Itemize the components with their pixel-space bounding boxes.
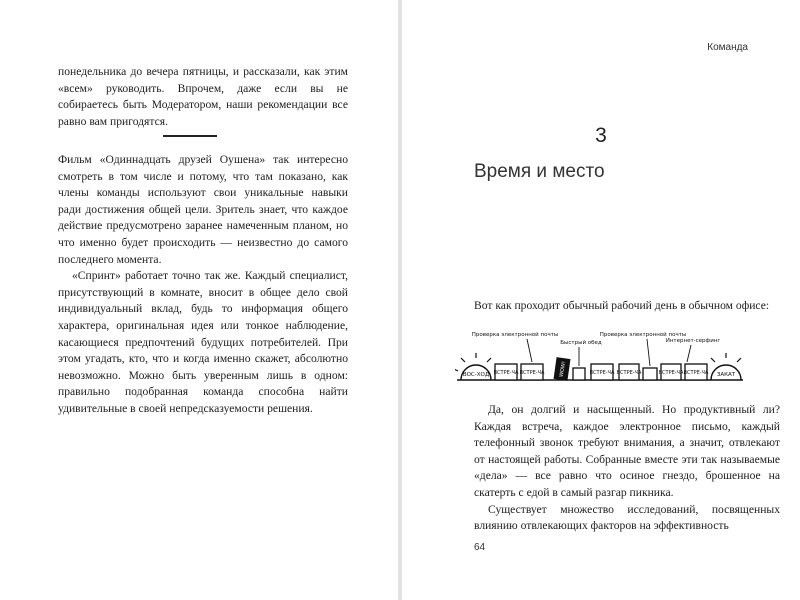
chapter-number: 3	[595, 124, 607, 147]
meeting-box	[520, 364, 545, 380]
meeting-box	[494, 364, 519, 380]
right-intro-text	[474, 298, 774, 315]
sunrise-sun-icon	[455, 353, 491, 380]
right-body-text	[474, 402, 780, 535]
email-box	[643, 368, 657, 380]
sunrise-label: ВОС-ХОД	[462, 372, 490, 378]
chapter-title: Время и место	[474, 161, 605, 182]
meeting-label: ВСТРЕ-ЧА	[616, 370, 642, 376]
paragraph-oceans-eleven: Фильм «Одиннадцать друзей Оушена» так интересно смотреть в том числе и потому, что там показано, как члены команды используют свои уникальные навыки ради достижения общей цели. Зритель знает, что каждое действие предусмотрено заранее намеченным планом, но что именно будет происходить — неизвестно до самого последнего момента.	[58, 153, 348, 266]
running-head: Команда	[707, 42, 748, 53]
wow-block	[554, 357, 571, 381]
left-page	[0, 0, 398, 600]
wow-label: WOW!	[558, 360, 568, 378]
email-callout-2: Проверка электронной почты	[599, 332, 687, 338]
workday-timeline-illustration	[455, 328, 745, 396]
page-number: 64	[474, 542, 486, 553]
email-callout-1: Проверка электронной почты	[471, 332, 559, 338]
paragraph-intro: Вот как проходит обычный рабочий день в обычном офисе:	[474, 299, 770, 312]
left-text-top	[58, 64, 348, 130]
meeting-label: ВСТРЕ-ЧА	[519, 370, 545, 376]
internet-callout-arrow	[687, 345, 691, 362]
lunch-callout: Быстрый обед	[560, 340, 602, 346]
meeting-box	[659, 364, 684, 380]
left-text-bottom	[58, 152, 348, 418]
paragraph-sprint: «Спринт» работает точно так же. Каждый специалист, присутствующий в комнате, вносит в общее дело свой индивидуальный вклад, будь то информация общего характера, оригинальная идея или тонкое наблюдение, касающиеся предпочтений будущих потребителей. При этом угадать, кто, что и когда именно скажет, абсолютно невозможно. Можно быть уверенным лишь в одном: правильно подобранная команда способна найти удивительные в своей непредсказуемости решения.	[58, 269, 348, 415]
email-callout-2-arrow	[647, 339, 650, 366]
lunch-box	[573, 368, 585, 380]
paragraph-research: Существует множество исследований, посвященных влиянию отвлекающих факторов на эффективность	[474, 502, 780, 533]
meeting-label: ВСТРЕ-ЧА	[683, 370, 709, 376]
paragraph-continuation: понедельника до вечера пятницы, и рассказали, как этим «всем» руководить. Впрочем, даже если вы не собираетесь быть Модератором, наши рекомендации все равно вам пригодятся.	[58, 65, 348, 128]
meeting-label: ВСТРЕ-ЧА	[658, 370, 684, 376]
internet-callout: Интернет-серфинг	[665, 338, 721, 344]
paragraph-busy-day: Да, он долгий и насыщенный. Но продуктивный ли? Каждая встреча, каждое электронное письмо, каждый телефонный звонок требуют внимания, а значит, отвлекают от настоящей работы. Собранные вместе эти так называемые «дела» — все равно что осиное гнездо, брошенное на скатерть с едой в самый разгар пикника.	[474, 403, 780, 499]
scene-break-rule	[163, 135, 217, 137]
right-page	[402, 0, 800, 600]
timeline-svg	[455, 328, 745, 396]
sunset-sun-icon	[711, 353, 741, 380]
meeting-label: ВСТРЕ-ЧА	[493, 370, 519, 376]
meeting-box	[617, 364, 642, 380]
meeting-box	[684, 364, 709, 380]
meeting-box	[590, 364, 615, 380]
meeting-label: ВСТРЕ-ЧА	[589, 370, 615, 376]
sunset-label: ЗАКАТ	[716, 372, 736, 378]
email-callout-1-arrow	[527, 339, 532, 362]
